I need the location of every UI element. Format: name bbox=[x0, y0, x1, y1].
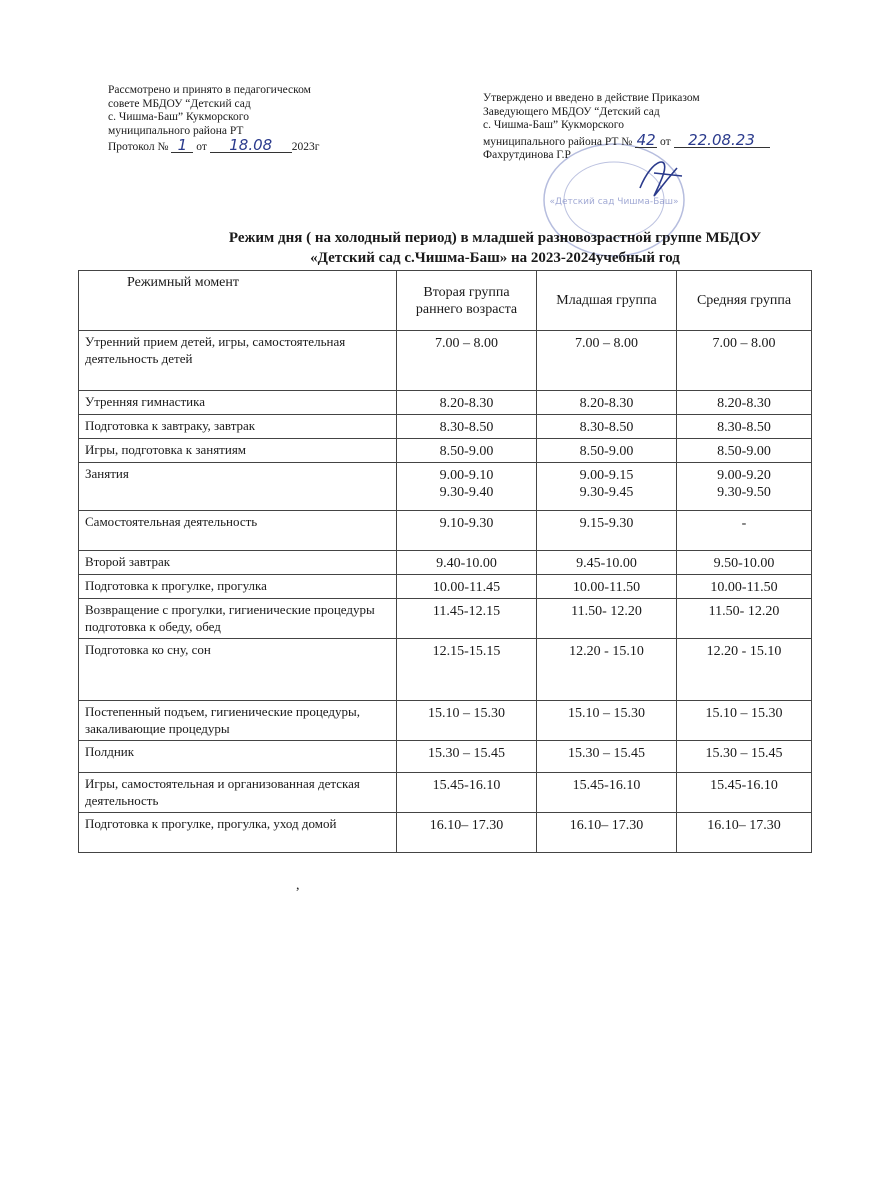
row-time-middle bbox=[677, 741, 812, 773]
approval-left-line2: совете МБДОУ “Детский сад bbox=[108, 97, 251, 110]
row-moment: Игры, самостоятельная и организованная детская деятельность bbox=[79, 773, 397, 813]
time-value: 9.45-10.00 bbox=[576, 556, 637, 571]
time-value: 16.10– 17.30 bbox=[707, 818, 781, 833]
time-value: 9.30-9.50 bbox=[717, 485, 771, 500]
protocol-date: 18.08 bbox=[210, 138, 292, 153]
title-line1: Режим дня ( на холодный период) в младшей разновозрастной группе МБДОУ bbox=[228, 230, 762, 246]
order-line-prefix: муниципального района РТ № bbox=[483, 135, 633, 148]
row-time-middle bbox=[677, 599, 812, 639]
row-time-early bbox=[397, 439, 537, 463]
time-value: 12.15-15.15 bbox=[432, 644, 501, 659]
table-row bbox=[79, 639, 812, 701]
row-time-middle bbox=[677, 439, 812, 463]
row-time-middle bbox=[677, 463, 812, 511]
row-time-middle bbox=[677, 511, 812, 551]
time-value: 11.50- 12.20 bbox=[708, 604, 780, 619]
time-value: 9.00-9.20 bbox=[717, 468, 771, 483]
row-time-early bbox=[397, 415, 537, 439]
row-time-early bbox=[397, 391, 537, 415]
row-time-middle bbox=[677, 575, 812, 599]
time-value: 15.30 – 15.45 bbox=[705, 746, 783, 761]
time-value: 7.00 – 8.00 bbox=[712, 336, 776, 351]
table-row bbox=[79, 511, 812, 551]
approval-left bbox=[108, 84, 319, 155]
row-moment: Постепенный подъем, гигиенические процедуры, закаливающие процедуры bbox=[79, 701, 397, 741]
row-time-junior bbox=[537, 463, 677, 511]
document-title bbox=[150, 228, 840, 268]
table-row bbox=[79, 575, 812, 599]
row-time-junior bbox=[537, 599, 677, 639]
protocol-line bbox=[108, 138, 319, 155]
row-moment: Подготовка к прогулке, прогулка bbox=[79, 575, 397, 599]
row-time-junior bbox=[537, 551, 677, 575]
approval-right bbox=[483, 92, 770, 163]
row-time-middle bbox=[677, 639, 812, 701]
row-time-middle bbox=[677, 415, 812, 439]
row-moment: Игры, подготовка к занятиям bbox=[79, 439, 397, 463]
table-row bbox=[79, 701, 812, 741]
row-moment: Возвращение с прогулки, гигиенические процедуры подготовка к обеду, обед bbox=[79, 599, 397, 639]
time-value: 15.30 – 15.45 bbox=[428, 746, 505, 761]
time-value: 15.30 – 15.45 bbox=[568, 746, 645, 761]
protocol-date-prefix: от bbox=[196, 141, 207, 153]
row-time-junior bbox=[537, 331, 677, 391]
row-moment: Самостоятельная деятельность bbox=[79, 511, 397, 551]
protocol-number: 1 bbox=[171, 138, 193, 153]
row-time-junior bbox=[537, 813, 677, 853]
approval-left-line1: Рассмотрено и принято в педагогическом bbox=[108, 84, 311, 96]
order-date: 22.08.23 bbox=[674, 133, 770, 148]
row-moment: Полдник bbox=[79, 741, 397, 773]
time-value: 15.45-16.10 bbox=[572, 778, 641, 793]
row-moment: Подготовка к прогулке, прогулка, уход домой bbox=[79, 813, 397, 853]
table-row bbox=[79, 331, 812, 391]
time-value: - bbox=[741, 516, 747, 531]
head-name: Фахрутдинова Г.Р bbox=[483, 149, 571, 161]
table-row bbox=[79, 391, 812, 415]
protocol-prefix: Протокол № bbox=[108, 141, 169, 153]
table-row bbox=[79, 813, 812, 853]
row-time-early bbox=[397, 813, 537, 853]
time-value: 8.20-8.30 bbox=[717, 396, 771, 411]
time-value: 16.10– 17.30 bbox=[429, 818, 504, 833]
approval-right-line1: Утверждено и введено в действие Приказом bbox=[483, 92, 700, 104]
time-value: 8.30-8.50 bbox=[579, 420, 634, 435]
order-date-prefix: от bbox=[660, 135, 671, 148]
row-time-early bbox=[397, 599, 537, 639]
row-moment: Занятия bbox=[79, 463, 397, 511]
header-group-junior: Младшая группа bbox=[537, 271, 677, 331]
header-moment: Режимный момент bbox=[79, 271, 397, 331]
time-value: 15.45-16.10 bbox=[432, 778, 501, 793]
time-value: 8.30-8.50 bbox=[717, 420, 771, 435]
time-value: 16.10– 17.30 bbox=[569, 818, 644, 833]
row-time-junior bbox=[537, 391, 677, 415]
time-value: 10.00-11.45 bbox=[432, 580, 501, 595]
header-group-early: Вторая группа раннего возраста bbox=[397, 271, 537, 331]
row-moment: Подготовка к завтраку, завтрак bbox=[79, 415, 397, 439]
time-value: 11.50- 12.20 bbox=[571, 604, 642, 619]
row-time-junior bbox=[537, 773, 677, 813]
row-time-early bbox=[397, 741, 537, 773]
approval-left-line3: с. Чишма-Баш” Кукморского bbox=[108, 111, 249, 123]
row-time-middle bbox=[677, 701, 812, 741]
row-time-early bbox=[397, 701, 537, 741]
time-value: 15.10 – 15.30 bbox=[705, 706, 783, 721]
row-time-junior bbox=[537, 439, 677, 463]
table-row bbox=[79, 551, 812, 575]
time-value: 12.20 - 15.10 bbox=[706, 644, 782, 659]
order-line bbox=[483, 130, 770, 150]
time-value: 8.20-8.30 bbox=[579, 396, 634, 411]
time-value: 15.10 – 15.30 bbox=[428, 706, 505, 721]
row-time-junior bbox=[537, 415, 677, 439]
time-value: 10.00-11.50 bbox=[572, 580, 641, 595]
time-value: 9.30-9.40 bbox=[439, 485, 494, 500]
time-value: 8.30-8.50 bbox=[439, 420, 494, 435]
time-value: 9.40-10.00 bbox=[436, 556, 497, 571]
row-moment: Утренняя гимнастика bbox=[79, 391, 397, 415]
approval-left-line4: муниципального района РТ bbox=[108, 124, 244, 137]
row-time-early bbox=[397, 463, 537, 511]
time-value: 9.00-9.15 bbox=[579, 468, 634, 483]
row-time-early bbox=[397, 331, 537, 391]
seal-text: «Детский сад Чишма-Баш» bbox=[549, 197, 679, 207]
stray-mark: , bbox=[296, 878, 300, 893]
time-value: 9.30-9.45 bbox=[579, 485, 634, 500]
row-time-early bbox=[397, 551, 537, 575]
table-row bbox=[79, 463, 812, 511]
table-row bbox=[79, 773, 812, 813]
schedule-table bbox=[78, 270, 812, 853]
row-time-junior bbox=[537, 741, 677, 773]
time-value: 7.00 – 8.00 bbox=[435, 336, 498, 351]
approval-right-line2: Заведующего МБДОУ “Детский сад bbox=[483, 105, 660, 118]
time-value: 8.50-9.00 bbox=[439, 444, 494, 459]
protocol-year: 2023г bbox=[291, 141, 320, 153]
row-time-middle bbox=[677, 331, 812, 391]
time-value: 9.00-9.10 bbox=[439, 468, 494, 483]
time-value: 7.00 – 8.00 bbox=[575, 336, 638, 351]
time-value: 10.00-11.50 bbox=[710, 580, 778, 595]
table-row bbox=[79, 741, 812, 773]
time-value: 8.50-9.00 bbox=[579, 444, 634, 459]
row-time-middle bbox=[677, 391, 812, 415]
time-value: 11.45-12.15 bbox=[432, 604, 501, 619]
row-time-early bbox=[397, 639, 537, 701]
row-time-junior bbox=[537, 511, 677, 551]
time-value: 9.10-9.30 bbox=[439, 516, 494, 531]
row-time-junior bbox=[537, 639, 677, 701]
time-value: 8.50-9.00 bbox=[717, 444, 771, 459]
approval-right-line3: с. Чишма-Баш” Кукморского bbox=[483, 119, 624, 131]
row-moment: Подготовка ко сну, сон bbox=[79, 639, 397, 701]
table-row bbox=[79, 415, 812, 439]
row-time-middle bbox=[677, 773, 812, 813]
row-time-early bbox=[397, 575, 537, 599]
time-value: 12.20 - 15.10 bbox=[569, 644, 644, 659]
time-value: 15.10 – 15.30 bbox=[568, 706, 645, 721]
row-moment: Второй завтрак bbox=[79, 551, 397, 575]
order-number: 42 bbox=[636, 130, 656, 149]
table-header-row bbox=[79, 271, 812, 331]
time-value: 9.50-10.00 bbox=[713, 556, 775, 571]
time-value: 8.20-8.30 bbox=[439, 396, 494, 411]
row-time-early bbox=[397, 773, 537, 813]
time-value: 9.15-9.30 bbox=[579, 516, 634, 531]
title-line2: «Детский сад с.Чишма-Баш» на 2023-2024учебный год bbox=[310, 250, 680, 266]
row-time-middle bbox=[677, 813, 812, 853]
header-group-middle: Средняя группа bbox=[677, 271, 812, 331]
table-row bbox=[79, 599, 812, 639]
row-time-junior bbox=[537, 575, 677, 599]
table-row bbox=[79, 439, 812, 463]
row-moment: Утренний прием детей, игры, самостоятельная деятельность детей bbox=[79, 331, 397, 391]
row-time-junior bbox=[537, 701, 677, 741]
row-time-early bbox=[397, 511, 537, 551]
time-value: 15.45-16.10 bbox=[710, 778, 778, 793]
row-time-middle bbox=[677, 551, 812, 575]
